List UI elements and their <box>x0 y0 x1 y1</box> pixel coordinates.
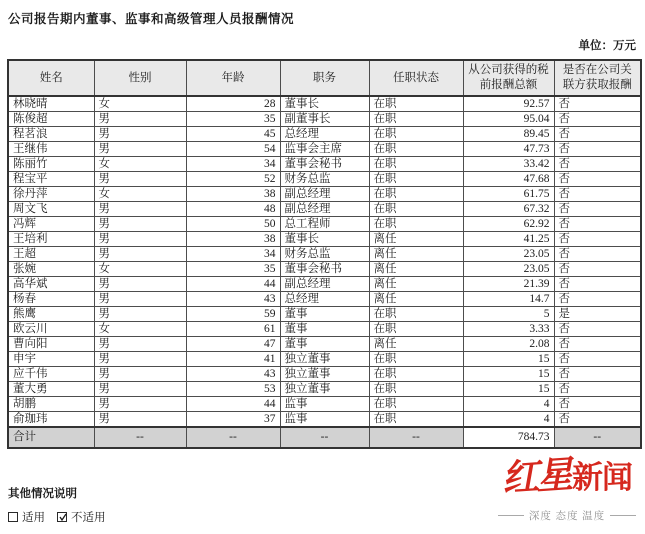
table-cell: 59 <box>186 307 280 322</box>
table-cell: 否 <box>554 322 641 337</box>
table-cell: 在职 <box>369 217 463 232</box>
table-row <box>8 187 641 202</box>
table-cell: 61.75 <box>463 187 554 202</box>
applicable-label: 适用 <box>22 512 45 524</box>
table-cell: 在职 <box>369 367 463 382</box>
table-cell: 高华斌 <box>8 277 94 292</box>
table-cell: 男 <box>94 412 186 428</box>
applicability-line <box>8 509 106 525</box>
table-cell: 男 <box>94 127 186 142</box>
total-row <box>8 427 641 448</box>
table-cell: 王继伟 <box>8 142 94 157</box>
table-cell: 男 <box>94 382 186 397</box>
table-cell: 48 <box>186 202 280 217</box>
logo-tagline: 深度 态度 温度 <box>528 511 606 522</box>
table-cell: 在职 <box>369 382 463 397</box>
table-cell: 男 <box>94 217 186 232</box>
compensation-table <box>7 59 642 449</box>
table-cell: 在职 <box>369 127 463 142</box>
table-cell: 陈丽竹 <box>8 157 94 172</box>
table-cell: 43 <box>186 292 280 307</box>
table-cell: 男 <box>94 307 186 322</box>
table-cell: 杨春 <box>8 292 94 307</box>
table-row <box>8 337 641 352</box>
table-cell: 监事会主席 <box>280 142 369 157</box>
redstar-news-logo <box>491 454 643 504</box>
table-cell: 47.68 <box>463 172 554 187</box>
table-cell: 熊鹰 <box>8 307 94 322</box>
table-cell: 陈俊超 <box>8 112 94 127</box>
table-cell: 离任 <box>369 337 463 352</box>
table-cell: 男 <box>94 352 186 367</box>
table-cell: 4 <box>463 397 554 412</box>
table-cell: 财务总监 <box>280 247 369 262</box>
table-row <box>8 142 641 157</box>
table-cell: 董事长 <box>280 232 369 247</box>
table-cell: 23.05 <box>463 262 554 277</box>
header-pretax-compensation: 从公司获得的税前报酬总额 <box>463 60 554 96</box>
tagline-right-rule <box>610 515 636 516</box>
table-row <box>8 202 641 217</box>
table-header <box>8 60 641 96</box>
table-cell: 俞珈玮 <box>8 412 94 428</box>
table-row <box>8 292 641 307</box>
table-cell: 否 <box>554 112 641 127</box>
table-cell: 董事 <box>280 322 369 337</box>
table-cell: 35 <box>186 262 280 277</box>
table-cell: 43 <box>186 367 280 382</box>
table-cell: 董事会秘书 <box>280 262 369 277</box>
table-row <box>8 397 641 412</box>
table-cell: 否 <box>554 232 641 247</box>
table-cell: 37 <box>186 412 280 428</box>
table-cell: 总经理 <box>280 127 369 142</box>
table-cell: 2.08 <box>463 337 554 352</box>
total-dash-related: -- <box>554 427 641 448</box>
table-cell: 15 <box>463 382 554 397</box>
table-cell: 否 <box>554 367 641 382</box>
total-dash-age: -- <box>186 427 280 448</box>
header-age: 年龄 <box>186 60 280 96</box>
table-row <box>8 412 641 428</box>
table-row <box>8 172 641 187</box>
page-title: 公司报告期内董事、监事和高级管理人员报酬情况 <box>8 12 295 26</box>
total-dash-gender: -- <box>94 427 186 448</box>
table-cell: 15 <box>463 352 554 367</box>
checkbox-unchecked-icon <box>8 512 18 522</box>
table-cell: 程茗浪 <box>8 127 94 142</box>
table-cell: 否 <box>554 127 641 142</box>
table-cell: 徐丹萍 <box>8 187 94 202</box>
table-cell: 3.33 <box>463 322 554 337</box>
table-cell: 副董事长 <box>280 112 369 127</box>
table-cell: 在职 <box>369 142 463 157</box>
table-cell: 5 <box>463 307 554 322</box>
table-cell: 副总经理 <box>280 277 369 292</box>
table-cell: 男 <box>94 367 186 382</box>
table-body <box>8 96 641 427</box>
table-row <box>8 127 641 142</box>
table-cell: 在职 <box>369 202 463 217</box>
table-cell: 15 <box>463 367 554 382</box>
table-cell: 否 <box>554 337 641 352</box>
table-cell: 在职 <box>369 322 463 337</box>
table-cell: 89.45 <box>463 127 554 142</box>
table-cell: 总工程师 <box>280 217 369 232</box>
table-row <box>8 322 641 337</box>
table-row <box>8 247 641 262</box>
table-cell: 在职 <box>369 112 463 127</box>
table-cell: 否 <box>554 142 641 157</box>
table-cell: 否 <box>554 187 641 202</box>
table-cell: 男 <box>94 172 186 187</box>
table-cell: 否 <box>554 157 641 172</box>
table-cell: 独立董事 <box>280 352 369 367</box>
table-cell: 女 <box>94 262 186 277</box>
table-row <box>8 352 641 367</box>
logo-tagline-row <box>491 508 643 523</box>
table-cell: 否 <box>554 382 641 397</box>
table-cell: 离任 <box>369 247 463 262</box>
table-row <box>8 112 641 127</box>
table-cell: 62.92 <box>463 217 554 232</box>
table-cell: 34 <box>186 157 280 172</box>
table-cell: 林晓晴 <box>8 96 94 112</box>
table-cell: 否 <box>554 172 641 187</box>
table-cell: 23.05 <box>463 247 554 262</box>
table-cell: 38 <box>186 187 280 202</box>
table-cell: 财务总监 <box>280 172 369 187</box>
table-cell: 离任 <box>369 292 463 307</box>
table-row <box>8 307 641 322</box>
table-cell: 53 <box>186 382 280 397</box>
table-cell: 否 <box>554 412 641 428</box>
table-cell: 周文飞 <box>8 202 94 217</box>
table-cell: 否 <box>554 277 641 292</box>
table-row <box>8 262 641 277</box>
table-cell: 在职 <box>369 187 463 202</box>
header-name: 姓名 <box>8 60 94 96</box>
table-row <box>8 96 641 112</box>
table-cell: 离任 <box>369 262 463 277</box>
table-cell: 男 <box>94 202 186 217</box>
table-cell: 董事 <box>280 307 369 322</box>
table-cell: 14.7 <box>463 292 554 307</box>
table-cell: 男 <box>94 247 186 262</box>
redstar-news-watermark <box>491 454 643 523</box>
table-cell: 44 <box>186 397 280 412</box>
table-cell: 41 <box>186 352 280 367</box>
table-cell: 监事 <box>280 397 369 412</box>
table-cell: 否 <box>554 292 641 307</box>
table-cell: 监事 <box>280 412 369 428</box>
table-cell: 曹向阳 <box>8 337 94 352</box>
table-cell: 在职 <box>369 172 463 187</box>
table-cell: 董事长 <box>280 96 369 112</box>
total-dash-position: -- <box>280 427 369 448</box>
table-cell: 男 <box>94 232 186 247</box>
table-cell: 男 <box>94 142 186 157</box>
table-cell: 女 <box>94 322 186 337</box>
table-cell: 男 <box>94 277 186 292</box>
total-dash-status: -- <box>369 427 463 448</box>
logo-text-hongxing: 红星 <box>500 454 572 501</box>
table-cell: 47 <box>186 337 280 352</box>
table-cell: 44 <box>186 277 280 292</box>
table-cell: 28 <box>186 96 280 112</box>
table-cell: 在职 <box>369 307 463 322</box>
table-cell: 否 <box>554 352 641 367</box>
table-cell: 女 <box>94 96 186 112</box>
table-row <box>8 232 641 247</box>
table-row <box>8 217 641 232</box>
table-cell: 欧云川 <box>8 322 94 337</box>
table-row <box>8 157 641 172</box>
checkbox-checked-icon <box>57 512 67 522</box>
header-gender: 性别 <box>94 60 186 96</box>
table-cell: 张婉 <box>8 262 94 277</box>
header-related-party: 是否在公司关联方获取报酬 <box>554 60 641 96</box>
table-cell: 副总经理 <box>280 187 369 202</box>
table-cell: 45 <box>186 127 280 142</box>
total-amount: 784.73 <box>463 427 554 448</box>
table-cell: 独立董事 <box>280 367 369 382</box>
tagline-left-rule <box>498 515 524 516</box>
table-cell: 是 <box>554 307 641 322</box>
table-cell: 程宝平 <box>8 172 94 187</box>
table-cell: 董大勇 <box>8 382 94 397</box>
table-row <box>8 367 641 382</box>
table-cell: 54 <box>186 142 280 157</box>
table-cell: 34 <box>186 247 280 262</box>
total-label: 合计 <box>8 427 94 448</box>
table-cell: 否 <box>554 202 641 217</box>
header-position: 职务 <box>280 60 369 96</box>
table-cell: 50 <box>186 217 280 232</box>
logo-text-xinwen: 新闻 <box>572 460 632 495</box>
table-cell: 胡鹏 <box>8 397 94 412</box>
table-cell: 申宇 <box>8 352 94 367</box>
table-cell: 95.04 <box>463 112 554 127</box>
table-cell: 38 <box>186 232 280 247</box>
table-cell: 王超 <box>8 247 94 262</box>
other-note-label: 其他情况说明 <box>8 488 77 500</box>
table-cell: 92.57 <box>463 96 554 112</box>
table-cell: 应千伟 <box>8 367 94 382</box>
table-cell: 男 <box>94 292 186 307</box>
table-header-row <box>8 60 641 96</box>
table-row <box>8 277 641 292</box>
table-cell: 61 <box>186 322 280 337</box>
table-cell: 否 <box>554 247 641 262</box>
table-cell: 冯辉 <box>8 217 94 232</box>
table-cell: 男 <box>94 337 186 352</box>
table-cell: 否 <box>554 397 641 412</box>
table-cell: 21.39 <box>463 277 554 292</box>
unit-label: 单位：万元 <box>578 40 636 52</box>
table-cell: 副总经理 <box>280 202 369 217</box>
table-cell: 王培利 <box>8 232 94 247</box>
table-cell: 在职 <box>369 352 463 367</box>
table-footer <box>8 427 641 448</box>
table-cell: 男 <box>94 397 186 412</box>
table-cell: 男 <box>94 112 186 127</box>
table-cell: 41.25 <box>463 232 554 247</box>
table-cell: 47.73 <box>463 142 554 157</box>
table-cell: 独立董事 <box>280 382 369 397</box>
table-cell: 在职 <box>369 157 463 172</box>
table-cell: 董事会秘书 <box>280 157 369 172</box>
table-cell: 33.42 <box>463 157 554 172</box>
table-cell: 否 <box>554 217 641 232</box>
table-cell: 女 <box>94 187 186 202</box>
table-cell: 4 <box>463 412 554 428</box>
table-cell: 总经理 <box>280 292 369 307</box>
table-cell: 67.32 <box>463 202 554 217</box>
table-cell: 52 <box>186 172 280 187</box>
not-applicable-label: 不适用 <box>71 512 106 524</box>
table-cell: 离任 <box>369 232 463 247</box>
table-cell: 在职 <box>369 397 463 412</box>
table-cell: 董事 <box>280 337 369 352</box>
table-row <box>8 382 641 397</box>
header-status: 任职状态 <box>369 60 463 96</box>
table-cell: 女 <box>94 157 186 172</box>
table-cell: 否 <box>554 96 641 112</box>
table-cell: 否 <box>554 262 641 277</box>
table-cell: 在职 <box>369 412 463 428</box>
table-cell: 35 <box>186 112 280 127</box>
table-cell: 在职 <box>369 96 463 112</box>
table-cell: 离任 <box>369 277 463 292</box>
